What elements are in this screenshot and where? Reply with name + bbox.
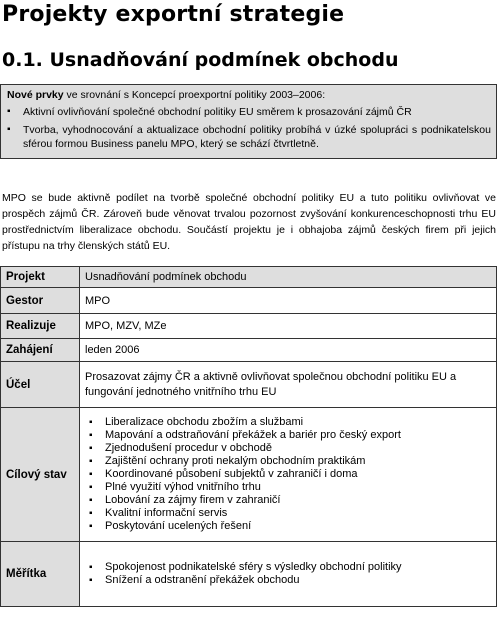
section-heading: 0.1. Usnadňování podmínek obchodu — [2, 49, 399, 71]
projekt-label: Projekt — [1, 267, 80, 288]
list-item: ▪ Liberalizace obchodu zbožím a službami — [89, 416, 491, 429]
page-heading: Projekty exportní strategie — [2, 2, 345, 27]
table-row — [1, 339, 497, 362]
list-item: ▪ Plné využití výhod vnitřního trhu — [89, 481, 491, 494]
zahajeni-value: leden 2006 — [80, 339, 497, 362]
list-item: ▪ Koordinované působení subjektů v zahraničí i doma — [89, 468, 491, 481]
new-features-item: ▪ Tvorba, vyhodnocování a aktualizace obchodní politiky probíhá v úzké spolupráci s podnikatelskou sférou formou Business panelu MPO, který se schází čtvrtletně. — [7, 123, 491, 151]
list-item: ▪ Spokojenost podnikatelské sféry s výsledky obchodní politiky — [89, 561, 491, 574]
new-features-lead-text: ve srovnání s Koncepcí proexportní politiky 2003–2006: — [63, 89, 326, 101]
new-features-box — [0, 84, 497, 159]
new-features-list — [7, 105, 491, 151]
intro-paragraph: MPO se bude aktivně podílet na tvorbě společné obchodní politiky EU a tuto politiku ovlivňovat ve prospěch zájmů ČR. Zároveň bude věnovat trvalou pozornost zvyšování konkurenceschopnosti trhu EU prostřednictvím liberalizace obchodu. Součástí projektu je i obhajoba zájmů českých firem při jejich přístupu na trhy členských států EU. — [2, 192, 496, 252]
list-item: ▪ Snížení a odstranění překážek obchodu — [89, 574, 491, 587]
table-row — [1, 288, 497, 314]
gestor-value: MPO — [80, 288, 497, 314]
projekt-value: Usnadňování podmínek obchodu — [80, 267, 497, 288]
table-row — [1, 542, 497, 607]
new-features-lead-bold: Nové prvky — [7, 89, 64, 101]
realizuje-label: Realizuje — [1, 314, 80, 339]
new-features-item: ▪ Aktivní ovlivňování společné obchodní politiky EU směrem k prosazování zájmů ČR — [7, 105, 491, 119]
realizuje-value: MPO, MZV, MZe — [80, 314, 497, 339]
table-row — [1, 362, 497, 408]
zahajeni-label: Zahájení — [1, 339, 80, 362]
ucel-value: Prosazovat zájmy ČR a aktivně ovlivňovat společnou obchodní politiku EU a fungování jednotného vnitřního trhu EU — [80, 362, 497, 408]
cilovy-stav-value — [80, 408, 497, 542]
list-item: ▪ Zajištění ochrany proti nekalým obchodním praktikám — [89, 455, 491, 468]
list-item: ▪ Lobování za zájmy firem v zahraničí — [89, 494, 491, 507]
meritka-value — [80, 542, 497, 607]
gestor-label: Gestor — [1, 288, 80, 314]
cilovy-stav-list — [85, 416, 491, 533]
table-row — [1, 267, 497, 288]
list-item: ▪ Mapování a odstraňování překážek a bariér pro český export — [89, 429, 491, 442]
table-row — [1, 408, 497, 542]
list-item: ▪ Zjednodušení procedur v obchodě — [89, 442, 491, 455]
table-row — [1, 314, 497, 339]
new-features-lead — [7, 88, 491, 102]
cilovy-stav-label: Cílový stav — [1, 408, 80, 542]
meritka-list — [85, 561, 491, 587]
project-table — [0, 266, 497, 607]
meritka-label: Měřítka — [1, 542, 80, 607]
list-item: ▪ Kvalitní informační servis — [89, 507, 491, 520]
ucel-label: Účel — [1, 362, 80, 408]
list-item: ▪ Poskytování ucelených řešení — [89, 520, 491, 533]
